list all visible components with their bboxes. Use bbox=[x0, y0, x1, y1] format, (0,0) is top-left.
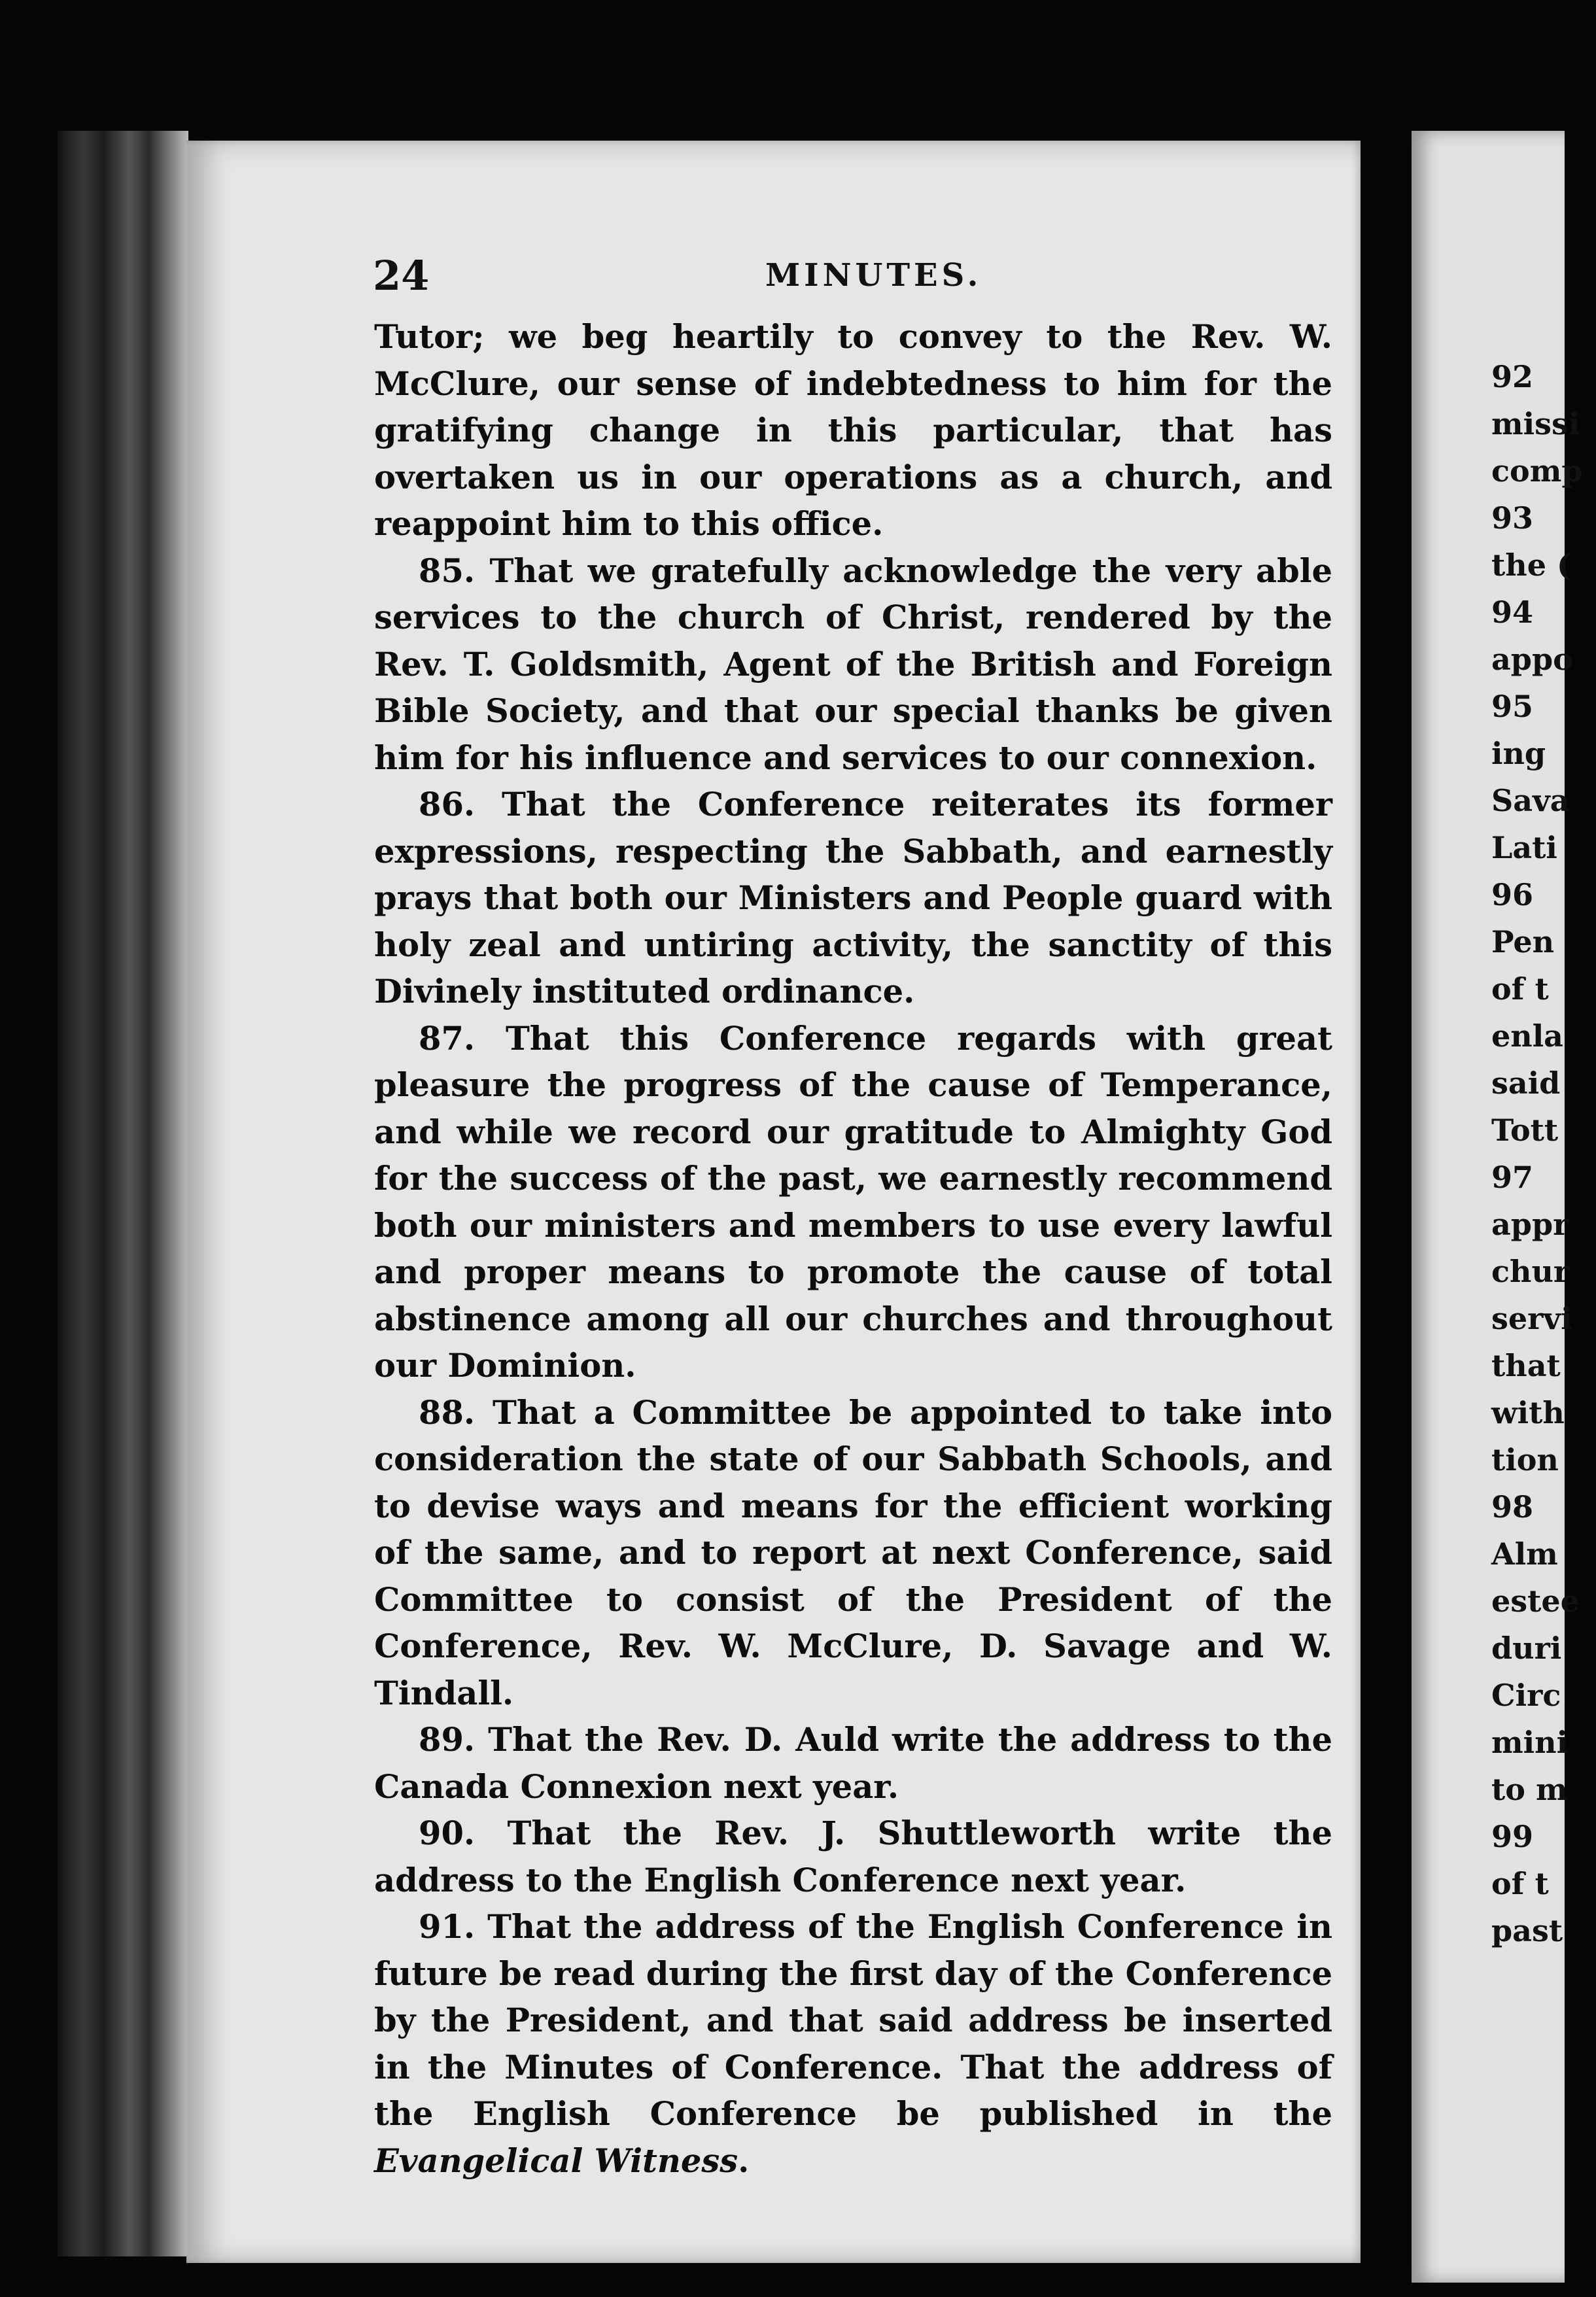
right-page-fragment: 99 bbox=[1491, 1819, 1534, 1854]
right-page-fragment: missi bbox=[1491, 406, 1580, 441]
right-page-fragment: Lati bbox=[1491, 830, 1557, 865]
right-page-fragment: with bbox=[1491, 1395, 1565, 1430]
running-head: MINUTES. bbox=[765, 257, 982, 294]
paragraph-86: 86. That the Conference reiterates its former expressions, respecting the Sabbath, and earnestly prays that both our Ministers and People guard with holy zeal and untiring activity, the sanctity of this Divinely instituted ordinance. bbox=[374, 786, 1332, 1010]
book-spine-edge bbox=[58, 131, 188, 2256]
right-page-fragment: ing bbox=[1491, 736, 1546, 771]
right-page-fragment: 97 bbox=[1491, 1160, 1534, 1195]
right-page-fragment: of t bbox=[1491, 971, 1549, 1007]
right-page-fragment: 96 bbox=[1491, 877, 1534, 912]
right-page-fragment: 98 bbox=[1491, 1489, 1534, 1525]
right-page-fragment: 92 bbox=[1491, 359, 1534, 394]
right-page-fragment: 94 bbox=[1491, 595, 1534, 630]
page-number: 24 bbox=[373, 252, 430, 300]
paragraph-88: 88. That a Committee be appointed to take into consideration the state of our Sabbath Schools, and to devise ways and means for the efficient working of the same, and to report at next Conference, said Committee to consist of the President of the Conference, Rev. W. McClure, D. Savage and W. Tindall. bbox=[374, 1393, 1332, 1712]
right-page-fragment: Pen bbox=[1491, 924, 1555, 959]
paragraph-87: 87. That this Conference regards with great pleasure the progress of the cause of Temperance, and while we record our gratitude to Almighty God for the success of the past, we earnestly recommend both our ministers and members to use every lawful and proper means to promote the cause of total abstinence among all our churches and throughout our Dominion. bbox=[374, 1019, 1332, 1385]
right-page-fragment: appr bbox=[1491, 1207, 1569, 1242]
right-page-fragment: of t bbox=[1491, 1866, 1549, 1901]
right-page-fragment: mini bbox=[1491, 1725, 1569, 1760]
right-page-fragment: duri bbox=[1491, 1631, 1562, 1666]
right-page-fragment: appo bbox=[1491, 642, 1573, 677]
paragraph-91-text: 91. That the address of the English Conference in future be read during the first day of the Conference by the President, and that said address be inserted in the Minutes of Conference. That the address of the English Conference be published in the bbox=[374, 1908, 1332, 2133]
right-page-fragment: Alm bbox=[1491, 1536, 1558, 1572]
right-page-fragment: enla bbox=[1491, 1018, 1563, 1054]
page-header bbox=[373, 252, 1361, 311]
paragraph-89: 89. That the Rev. D. Auld write the address to the Canada Connexion next year. bbox=[374, 1721, 1332, 1806]
right-page-fragment: said bbox=[1491, 1065, 1561, 1101]
right-page-text-fragments bbox=[1491, 353, 1596, 1954]
right-page-fragment: Tott bbox=[1491, 1113, 1559, 1148]
paragraph-90: 90. That the Rev. J. Shuttleworth write the address to the English Conference next year. bbox=[374, 1814, 1332, 1899]
paragraph-continuation: Tutor; we beg heartily to convey to the Rev. W. McClure, our sense of indebtedness to him for the gratifying change in this particular, that has overtaken us in our operations as a church, and reappoint him to this office. bbox=[374, 318, 1332, 543]
paragraph-85: 85. That we gratefully acknowledge the very able services to the church of Christ, rendered by the Rev. T. Goldsmith, Agent of the British and Foreign Bible Society, and that our special thanks be given him for his influence and services to our connexion. bbox=[374, 551, 1332, 777]
right-page-fragment: the ( bbox=[1491, 547, 1571, 583]
right-page-fragment: comp bbox=[1491, 453, 1583, 489]
right-page-fragment: to m bbox=[1491, 1772, 1568, 1807]
right-page-fragment: servi bbox=[1491, 1301, 1572, 1336]
right-page-fragment: past bbox=[1491, 1913, 1563, 1948]
right-page-fragment: 93 bbox=[1491, 500, 1534, 536]
paragraph-91-end: . bbox=[738, 2141, 750, 2180]
paragraph-91 bbox=[374, 1904, 1332, 2185]
publication-title: Evangelical Witness bbox=[374, 2141, 738, 2180]
right-page-fragment: tion bbox=[1491, 1442, 1559, 1477]
right-page-fragment: Circ bbox=[1491, 1678, 1561, 1713]
right-page-fragment: Sava bbox=[1491, 783, 1570, 818]
right-page-fragment: 95 bbox=[1491, 689, 1534, 724]
right-page-fragment: estee bbox=[1491, 1583, 1580, 1619]
right-page-fragment: chur bbox=[1491, 1254, 1570, 1289]
right-page-fragment: that bbox=[1491, 1348, 1561, 1383]
body-text bbox=[374, 314, 1332, 2185]
